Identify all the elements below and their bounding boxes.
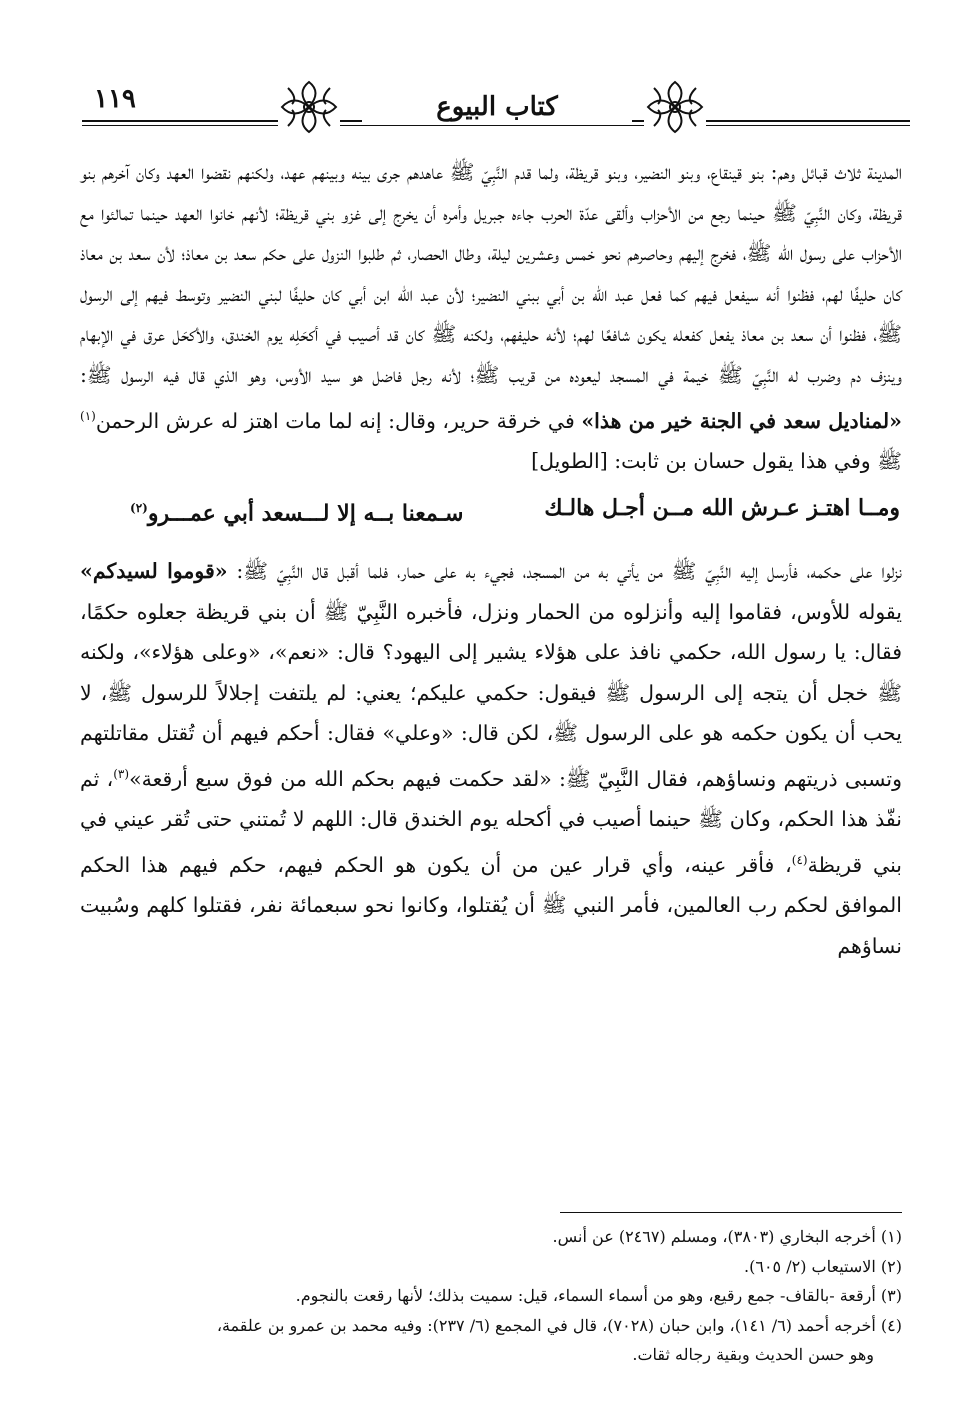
page-number: ١١٩ xyxy=(94,84,136,114)
footnote-ref: (٣) xyxy=(113,766,130,781)
body-paragraph xyxy=(80,152,902,482)
footnotes xyxy=(80,1222,902,1370)
paragraph-text: في خرقة حرير، وقال: إنه لما مات اهتز له عرش الرحمن xyxy=(95,408,575,433)
body-paragraph xyxy=(80,551,902,967)
footnote-separator xyxy=(560,1212,902,1213)
verse-second-text: سـمعنا بــه إلا لـــسعد أبي عمـــرو xyxy=(147,499,464,526)
ornament-left-icon xyxy=(278,78,340,136)
footnote-continuation: وهو حسن الحديث وبقية رجاله ثقات. xyxy=(632,1345,874,1365)
poetry-verse xyxy=(130,490,900,531)
page-header xyxy=(82,74,910,146)
verse-second-hemistich xyxy=(130,490,464,531)
chapter-title: كتاب البيوع xyxy=(362,92,632,122)
footnote-item: (٢) الاستيعاب (٢/ ٦٠٥). xyxy=(744,1256,902,1276)
footnote-item: (١) أخرجه البخاري (٣٨٠٣)، ومسلم (٢٤٦٧) عن أنس. xyxy=(552,1227,902,1246)
paragraph-text: ، ثم نفّذ هذا الحكم، وكان ﷺ حينما أصيب في أكحله يوم الخندق قال: اللهم لا تُمتني حتى تُقر عيني في بني قريظة xyxy=(80,766,902,877)
page-body xyxy=(80,152,902,967)
hadith-quote: «قوموا لسيدكم» xyxy=(80,558,228,583)
verse-first-hemistich: ومــا اهتـز عـرش الله مــن أجـل هالـك xyxy=(544,494,900,521)
paragraph-text: ﷺ وفي هذا يقول حسان بن ثابت: [الطويل] xyxy=(531,448,902,473)
ornament-right-icon xyxy=(644,78,706,136)
hadith-quote: «لمناديل سعد في الجنة خير من هذا» xyxy=(581,408,902,433)
paragraph-text: يقوله للأوس، فقاموا إليه وأنزلوه من الحمار ونزل، فأخبره النَّبِيّ ﷺ أن بني قريظة جعلوه حكمًا، فقال: يا رسول الله، حكمي نافذ على هؤلاء يشير إلى اليهود؟ قال: «نعم»، «وعلى هؤلاء»، ولكنه ﷺ خجل أن يتجه إلى الرسول ﷺ فيقول: حكمي عليكم؛ يعني: لم يلتفت إجلالاً للرسول ﷺ، لا يحب أن يكون حكمه هو على الرسول ﷺ، لكن قال: «وعلي» فقال: أحكم فيهم أن تُقتل مقاتلتهم وتسبى ذريتهم ونساؤهم، فقال النَّبِيّ ﷺ: «لقد حكمت فيهم بحكم الله من فوق سبع أرقعة» xyxy=(80,599,902,791)
footnote-ref: (١) xyxy=(80,408,96,423)
footnote-ref: (٢) xyxy=(130,500,148,515)
paragraph-text: المدينة ثلاث قبائل وهم: بنو قينقاع، وبنو النضير، وبنو قريظة، ولما قدم النَّبِيّ ﷺ عاهدهم جرى بينه وبينهم عهد، ولكنهم نقضوا العهد وكان آخرهم بنو قريظة، وكان النَّبِيّ ﷺ حينما رجع من الأحزاب وألقى عدّة الحرب جاءه جبريل وأمره أن يخرج إلى غزو بني قريظة؛ لأنهم خانوا العهد حينما تمالئوا مع الأحزاب على رسول الله ﷺ، فخرج إليهم وحاصرهم نحو خمس وعشرين ليلة، وطال الحصار، ثم طلبوا النزول على حكم سعد بن معاذ؛ لأن سعد بن معاذ كان حليفًا لهم، فظنوا أنه سيفعل فيهم كما فعل عبد الله بن أبي ببني النضير؛ لأن عبد الله ابن أبي كان حليفًا لبني النضير وتوسط فيهم إلى الرسول ﷺ، فظنوا أن سعد بن معاذ يفعل كفعله يكون شافعًا لهم؛ لأنه حليفهم، ولكنه ﷺ كان قد أصيب في أكحَلِه يوم الخندق، والأكحَل عرق في الإبهام وينزف دم وضرب له النَّبِيّ ﷺ خيمة في المسجد ليعوده من قريب ﷺ؛ لأنه رجل فاضل هو سيد الأوس، وهو الذي قال فيه الرسول ﷺ: xyxy=(80,160,902,387)
footnote-item: (٣) أرقعة -بالقاف- جمع رقيع، وهو من أسماء السماء، قيل: سميت بذلك؛ لأنها رقعت بالنجوم. xyxy=(295,1286,902,1306)
paragraph-text: ، فأقر عينه، وأي قرار عين من أن يكون هو الحكم فيهم، حكم فيهم هذا الحكم الموافق لحكم رب العالمين، فأمر النبي ﷺ أن يُقتلوا، وكانوا نحو سبعمائة نفر، فقتلوا كلهم وسُبيت نساؤهم xyxy=(80,852,902,958)
footnote-item: (٤) أخرجه أحمد (٦/ ١٤١)، وابن حبان (٧٠٢٨)، قال في المجمع (٦/ ٢٣٧): وفيه محمد بن عمرو بن علقمة، xyxy=(216,1315,902,1335)
paragraph-text: نزلوا على حكمه، فأرسل إليه النَّبِيّ ﷺ من يأتي به من المسجد، فجيء به على حمار، فلما أقبل قال النَّبِيّ ﷺ: xyxy=(236,558,902,583)
footnote-ref: (٤) xyxy=(791,852,808,867)
